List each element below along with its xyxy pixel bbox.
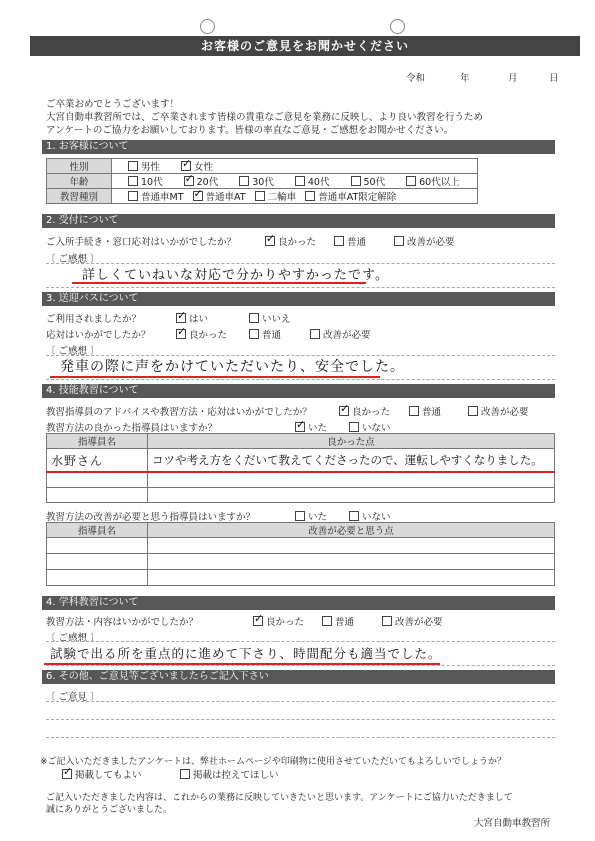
table-row xyxy=(47,523,555,538)
bus-used-no[interactable] xyxy=(249,311,291,325)
table-row xyxy=(47,159,478,174)
age-30-checkbox[interactable] xyxy=(239,176,249,186)
option-label: いいえ xyxy=(262,314,291,325)
intro-line-2: 大宮自動車教習所では、ご卒業されます皆様の貴重なご意見を業務に反映し、より良い教習を行うため xyxy=(46,112,484,123)
closing-line-2: 誠にありがとうございました。 xyxy=(46,805,173,815)
checkbox[interactable] xyxy=(176,313,186,323)
checkbox[interactable] xyxy=(265,236,275,246)
option-label: 普通 xyxy=(422,407,442,418)
option-label: 30代 xyxy=(252,177,274,188)
option-label: 20代 xyxy=(196,177,219,188)
checkbox[interactable] xyxy=(253,616,263,626)
table-row xyxy=(47,570,555,586)
good-instructor-table xyxy=(46,433,555,503)
empty-cell xyxy=(148,488,555,503)
age-10-checkbox[interactable] xyxy=(128,176,138,186)
age-20-checkbox[interactable] xyxy=(184,176,194,186)
consent-yes[interactable] xyxy=(62,767,142,781)
option-label: いた xyxy=(308,423,328,434)
section-5-header: 4. 学科教習について xyxy=(42,596,555,610)
bus-question-2: 応対はいかがでしたか？ xyxy=(46,330,151,341)
col-good-point: 良かった点 xyxy=(148,434,555,449)
instructor-good-comment: コツや考え方をくだいて教えてくださったので、運転しやすくなりました。 xyxy=(148,449,555,473)
consent-question: ※ご記入いただきましたアンケートは、弊社ホームページや印刷物に使用させていただいてもよろしいでしょうか？ xyxy=(40,757,506,767)
divider xyxy=(46,665,555,666)
option-label: 50代 xyxy=(363,177,386,188)
col-improve-point: 改善が必要と思う点 xyxy=(148,523,555,538)
punch-hole-left xyxy=(200,19,215,34)
date-era: 令和 xyxy=(406,73,426,84)
col-instructor: 指導員名 xyxy=(47,523,148,538)
bus-comment-label: 〔 ご感想 〕 xyxy=(46,346,100,357)
section-1-header: 1. お客様について xyxy=(42,140,555,154)
option-label: 10代 xyxy=(141,177,163,188)
customer-table xyxy=(46,158,478,204)
course-at-checkbox[interactable] xyxy=(193,191,203,201)
red-underline xyxy=(50,376,380,378)
option-label: 普通 xyxy=(262,330,282,341)
lecture-question: 教習方法・内容はいかがでしたか？ xyxy=(46,617,199,628)
intro-line-3: アンケートのご協力をお願いしております。皆様の率直なご意見・ご感想をお聞かせください。 xyxy=(46,125,454,136)
option-label: 二輪車 xyxy=(267,192,297,203)
punch-hole-right xyxy=(390,19,405,34)
reception-good[interactable] xyxy=(265,234,316,248)
option-label: 普通車MT xyxy=(141,192,184,203)
checkbox[interactable] xyxy=(176,329,186,339)
checkbox[interactable] xyxy=(394,236,404,246)
table-row xyxy=(47,189,478,204)
table-row xyxy=(47,449,555,473)
option-label: 普通 xyxy=(335,617,355,628)
option-label: 普通車AT xyxy=(205,192,246,203)
empty-cell xyxy=(148,472,555,488)
school-name: 大宮自動車教習所 xyxy=(474,818,551,829)
option-label: 改善が必要 xyxy=(395,617,443,628)
reception-comment: 詳しくていねいな対応で分かりやすかったです。 xyxy=(82,268,389,283)
option-label: 良かった xyxy=(352,407,391,418)
option-label: 60代以上 xyxy=(419,177,460,188)
other-comment-label: 〔 ご意見 〕 xyxy=(46,692,100,703)
empty-cell xyxy=(148,538,555,554)
skill-good-no[interactable] xyxy=(349,420,391,434)
lecture-comment-label: 〔 ご感想 〕 xyxy=(46,633,100,644)
table-row xyxy=(47,554,555,570)
age-label: 年齢 xyxy=(47,174,112,189)
reception-question: ご入所手続き・窓口応対はいかがでしたか？ xyxy=(46,237,237,248)
option-label: 改善が必要 xyxy=(481,407,529,418)
divider xyxy=(46,641,555,642)
divider xyxy=(46,719,555,720)
instructor-name: 水野さん xyxy=(47,449,148,473)
age-50-checkbox[interactable] xyxy=(351,176,361,186)
checkbox[interactable] xyxy=(295,511,305,521)
checkbox[interactable] xyxy=(180,769,190,779)
bus-question-1: ご利用されましたか？ xyxy=(46,314,142,325)
course-label: 教習種別 xyxy=(47,189,112,204)
option-label: 女性 xyxy=(194,162,214,173)
divider xyxy=(46,701,555,702)
age-options xyxy=(112,174,478,189)
option-label: いない xyxy=(362,512,391,523)
empty-cell xyxy=(47,570,148,586)
course-mt-checkbox[interactable] xyxy=(128,191,138,201)
option-label: 40代 xyxy=(307,177,330,188)
skill-normal[interactable] xyxy=(409,404,441,418)
bus-normal[interactable] xyxy=(249,327,281,341)
red-underline xyxy=(72,282,366,284)
bus-used-yes[interactable] xyxy=(176,311,208,325)
option-label: はい xyxy=(189,314,209,325)
lecture-normal[interactable] xyxy=(322,614,354,628)
option-label: 改善が必要 xyxy=(407,237,455,248)
option-label: 掲載してもよい xyxy=(75,770,142,781)
option-label: 男性 xyxy=(141,162,161,173)
option-label: いない xyxy=(362,423,391,434)
empty-cell xyxy=(148,570,555,586)
skill-good[interactable] xyxy=(339,404,390,418)
reception-normal[interactable] xyxy=(334,234,366,248)
gender-female-checkbox[interactable] xyxy=(181,161,191,171)
lecture-good[interactable] xyxy=(253,614,304,628)
bad-instructor-table xyxy=(46,522,555,586)
empty-cell xyxy=(47,538,148,554)
checkbox[interactable] xyxy=(249,329,259,339)
checkbox[interactable] xyxy=(409,406,419,416)
empty-cell xyxy=(47,472,148,488)
date-month: 月 xyxy=(508,73,518,84)
course-bike-checkbox[interactable] xyxy=(255,191,265,201)
empty-cell xyxy=(47,554,148,570)
skill-question-3: 教習方法の改善が必要と思う指導員はいますか？ xyxy=(46,512,256,523)
section-3-header: 3. 送迎バスについて xyxy=(42,292,555,306)
divider xyxy=(46,737,555,738)
bus-comment: 発車の際に声をかけていただいたり、安全でした。 xyxy=(60,359,405,375)
checkbox[interactable] xyxy=(339,406,349,416)
age-60-checkbox[interactable] xyxy=(406,176,416,186)
option-label: 改善が必要 xyxy=(323,330,371,341)
course-at-release-checkbox[interactable] xyxy=(305,191,315,201)
reception-improve[interactable] xyxy=(394,234,455,248)
date-day: 日 xyxy=(549,73,559,84)
checkbox[interactable] xyxy=(310,329,320,339)
option-label: 普通車AT限定解除 xyxy=(318,192,397,203)
checkbox[interactable] xyxy=(322,616,332,626)
checkbox[interactable] xyxy=(295,422,305,432)
form-title: お客様のご意見をお聞かせください xyxy=(30,36,580,56)
checkbox[interactable] xyxy=(349,422,359,432)
checkbox[interactable] xyxy=(382,616,392,626)
empty-cell xyxy=(47,488,148,503)
table-row xyxy=(47,538,555,554)
checkbox[interactable] xyxy=(349,511,359,521)
reception-comment-label: 〔 ご感想 〕 xyxy=(46,254,100,265)
skill-bad-no[interactable] xyxy=(349,509,391,523)
option-label: いた xyxy=(308,512,328,523)
lecture-comment: 試験で出る所を重点的に進めて下さり、時間配分も適当でした。 xyxy=(50,646,442,661)
checkbox[interactable] xyxy=(249,313,259,323)
gender-male-checkbox[interactable] xyxy=(128,161,138,171)
intro-line-1: ご卒業おめでとうございます！ xyxy=(46,99,180,110)
option-label: 普通 xyxy=(347,237,367,248)
checkbox[interactable] xyxy=(334,236,344,246)
checkbox[interactable] xyxy=(468,406,478,416)
option-label: 良かった xyxy=(266,617,305,628)
section-2-header: 2. 受付について xyxy=(42,214,555,228)
lecture-improve[interactable] xyxy=(382,614,443,628)
skill-question-1: 教習指導員のアドバイスや教習方法・応対はいかがでしたか？ xyxy=(46,407,312,418)
checkbox[interactable] xyxy=(62,769,72,779)
col-instructor: 指導員名 xyxy=(47,434,148,449)
date-year: 年 xyxy=(460,73,470,84)
option-label: 良かった xyxy=(278,237,317,248)
bus-improve[interactable] xyxy=(310,327,371,341)
divider xyxy=(46,379,555,380)
gender-options xyxy=(112,159,478,174)
section-6-header: 6. その他、ご意見等ございましたらご記入下さい xyxy=(42,670,555,684)
gender-label: 性別 xyxy=(47,159,112,174)
age-40-checkbox[interactable] xyxy=(295,176,305,186)
course-options xyxy=(112,189,478,204)
skill-good-yes[interactable] xyxy=(295,420,327,434)
consent-no[interactable] xyxy=(180,767,279,781)
bus-good[interactable] xyxy=(176,327,227,341)
skill-question-2: 教習方法の良かった指導員はいますか？ xyxy=(46,423,218,434)
skill-bad-yes[interactable] xyxy=(295,509,327,523)
table-row xyxy=(47,472,555,488)
table-row xyxy=(47,488,555,503)
empty-cell xyxy=(148,554,555,570)
table-row xyxy=(47,174,478,189)
skill-improve[interactable] xyxy=(468,404,529,418)
option-label: 良かった xyxy=(189,330,228,341)
table-row xyxy=(47,434,555,449)
section-4-header: 4. 技能教習について xyxy=(42,384,555,398)
divider xyxy=(46,287,555,288)
closing-line-1: ご記入いただきました内容は、これからの業務に反映していきたいと思います。アンケートにご協力いただきまして xyxy=(46,793,513,803)
option-label: 掲載は控えてほしい xyxy=(193,770,279,781)
